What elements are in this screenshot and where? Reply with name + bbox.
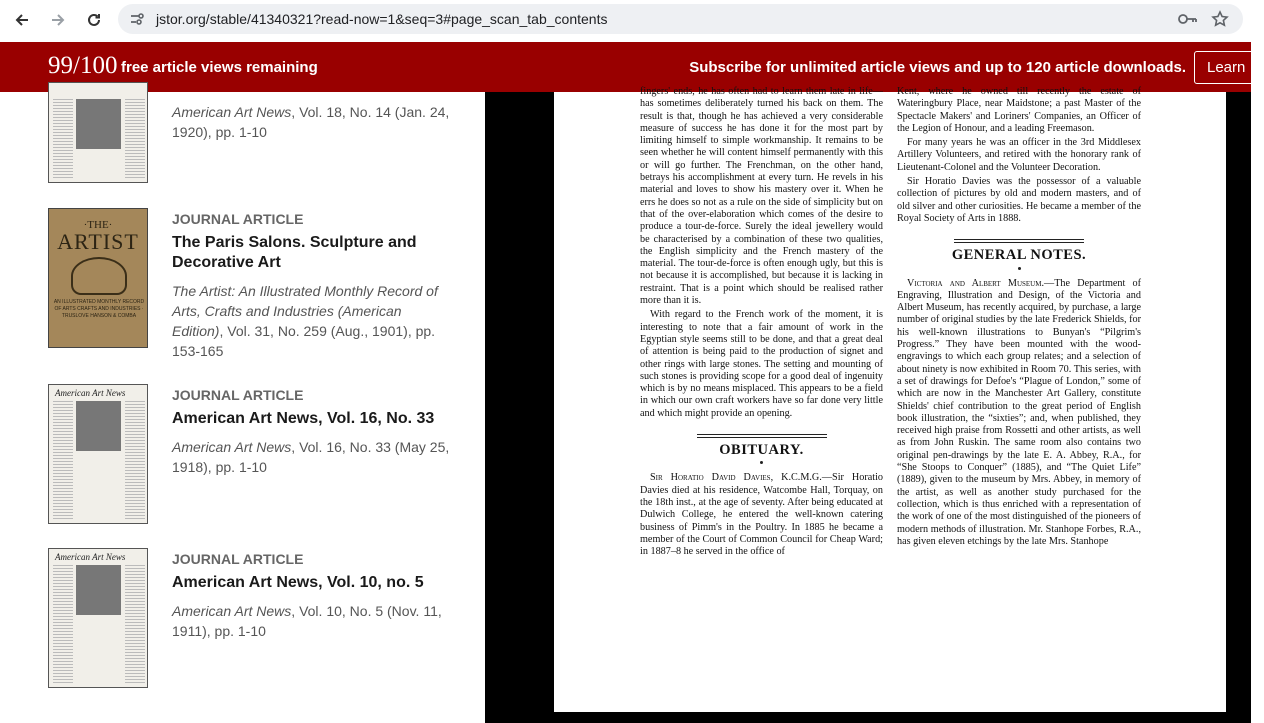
back-button[interactable] — [4, 2, 40, 38]
page-paragraph: Kent, where he owned till recently the estate of Wateringbury Place, near Maidstone; a past Master of the Spectacle Makers' and Loriners' Companies, an Officer of the Legion of Honour, and a leading Freemason. — [897, 86, 1141, 134]
citation: American Art News, Vol. 16, No. 33 (May 25, 1918), pp. 1-10 — [172, 439, 450, 475]
article-title-link[interactable]: American Art News, Vol. 16, No. 33 — [172, 410, 435, 427]
arrow-right-icon — [50, 12, 66, 28]
page-column-right — [897, 86, 1141, 550]
key-icon[interactable] — [1177, 10, 1197, 33]
views-count: 99/100 — [48, 52, 118, 79]
article-thumbnail[interactable]: American Art News — [48, 384, 148, 524]
ornament-image — [71, 257, 127, 295]
reload-button[interactable] — [76, 2, 112, 38]
page-scan-viewer[interactable] — [485, 86, 1251, 723]
learn-more-button[interactable]: Learn — [1194, 51, 1264, 84]
citation: American Art News, Vol. 18, No. 14 (Jan. 24, 1920), pp. 1-10 — [172, 104, 450, 140]
citation: American Art News, Vol. 10, No. 5 (Nov. 11, 1911), pp. 1-10 — [172, 603, 442, 639]
photo-image — [76, 99, 121, 149]
double-rule — [697, 434, 827, 438]
article-thumbnail[interactable]: ·THE· ARTIST AN ILLUSTRATED MONTHLY RECORD OF ARTS CRAFTS AND INDUSTRIES · TRUSLOVE HANSON & COMBA — [48, 208, 148, 348]
browser-toolbar — [0, 0, 1251, 40]
address-bar[interactable] — [118, 4, 1243, 34]
page-paragraph: For many years he was an officer in the 3rd Middlesex Artillery Volunteers, and retired with the honorary rank of Lieutenant-Colonel and the Volunteer Decoration. — [897, 137, 1141, 173]
page-paragraph: fingers' ends, he has often had to learn them late in life—has sometimes deliberately turned his back on them. The result is that, though he has achieved a very considerable measure of success he has done it for the most part by limiting himself to simple workmanship. It remains to be seen whether he will content himself permanently with this or will go further. The Frenchman, on the other hand, betrays his accomplishment at every turn. He revels in his material and loves to show his mastery over it. When he errs he does so not as a rule on the side of simplicity but on that of the over-elaboration which comes of the desire to produce a tour-de-force. Surely the ideal jewellery would be characterised by a combination of these two qualities, the English simplicity and the French mastery of the material. The tour-de-force is often enough ugly, but this is not because it is accomplished, but because it is lacking in restraint. That is a point which should be realised rather more than it is. — [640, 86, 883, 307]
page-paragraph: Sir Horatio David Davies, K.C.M.G.—Sir Horatio Davies died at his residence, Watcombe Hall, Torquay, on the 18th inst., at the age of seventy. After being educated at Dulwich College, he entered the well-known catering business of Pimm's in the Poultry. In 1885 he became a member of the Court of Common Council for Cheap Ward; in 1887–8 he served in the office of — [640, 472, 883, 558]
article-thumbnail[interactable] — [48, 82, 148, 183]
citation: The Artist: An Illustrated Monthly Record of Arts, Crafts and Industries (American Edition), Vol. 31, No. 259 (Aug., 1901), pp. 153-165 — [172, 283, 438, 359]
photo-image — [76, 401, 121, 451]
article-type: JOURNAL ARTICLE — [172, 551, 304, 567]
obituary-heading: OBITUARY. — [719, 442, 804, 459]
url-text[interactable]: jstor.org/stable/41340321?read-now=1&seq=3#page_scan_tab_contents — [156, 11, 608, 27]
scanned-page — [554, 86, 1226, 712]
article-type: JOURNAL ARTICLE — [172, 387, 304, 403]
free-views-banner — [0, 42, 1251, 92]
arrow-left-icon — [14, 12, 30, 28]
photo-image — [76, 565, 121, 615]
bookmark-star-icon[interactable] — [1211, 10, 1229, 33]
general-notes-heading: GENERAL NOTES. — [951, 247, 1087, 264]
article-title-link[interactable]: American Art News, Vol. 10, no. 5 — [172, 574, 424, 591]
page-paragraph: With regard to the French work of the moment, it is interesting to note that a fair amount of work in the Egyptian style seems still to be done, and that a great deal of attention is being paid to the production of signet and other rings with large stones. The setting and mounting of such stones is providing scope for a good deal of ingenuity which is by no means misplaced. This appears to be a field in which our own craft workers have so far done very little and which might provide an opening. — [640, 309, 883, 419]
double-rule — [954, 239, 1084, 243]
site-settings-icon[interactable] — [128, 10, 146, 28]
page-column-left — [640, 86, 883, 560]
views-count-label: free article views remaining — [121, 59, 318, 76]
subscribe-message: Subscribe for unlimited article views and up to 120 article downloads. — [689, 59, 1186, 76]
separator-dot — [760, 461, 763, 464]
forward-button[interactable] — [40, 2, 76, 38]
page-paragraph: Sir Horatio Davies was the possessor of a valuable collection of pictures by old and modern masters, and of old silver and other curiosities. He became a member of the Royal Society of Arts in 1888. — [897, 176, 1141, 224]
separator-dot — [1018, 267, 1021, 270]
article-title-link[interactable]: The Paris Salons. Sculpture and Decorative Art — [172, 234, 417, 271]
page-paragraph: Victoria and Albert Museum.—The Department of Engraving, Illustration and Design, of the Victoria and Albert Museum, has recently acquired, by purchase, a large number of original studies by the late Frederick Shields, for his well-known illustrations to Bunyan's “Pilgrim's Progress.” They have been mounted with the wood-engravings to which each group relates; and a selection of about ninety is now exhibited in Room 70. This series, with a set of drawings for Defoe's “Plague of London,” some of which are now in the Manchester Art Gallery, constitute Shields' chief contribution to the great period of English book illustration, the “sixties”; and, when published, they received high praise from Rossetti and other artists, as well as from John Ruskin. The same room also contains two original pen-drawings by the late E. A. Abbey, R.A., for “She Stoops to Conquer” (1885), and “The Quiet Life” (1889), given to the museum by Mrs. Abbey, in memory of the artist, as well as another study purchased for the collection, which is thus enriched with a representation of the work of one of the most distinguished of the pioneers of modern methods of illustration. Mr. Stanhope Forbes, R.A., has given eleven etchings by the late Mrs. Stanhope — [897, 277, 1141, 547]
article-type: JOURNAL ARTICLE — [172, 211, 304, 227]
related-articles-list — [0, 92, 485, 723]
reload-icon — [86, 12, 102, 28]
article-thumbnail[interactable]: American Art News — [48, 548, 148, 688]
